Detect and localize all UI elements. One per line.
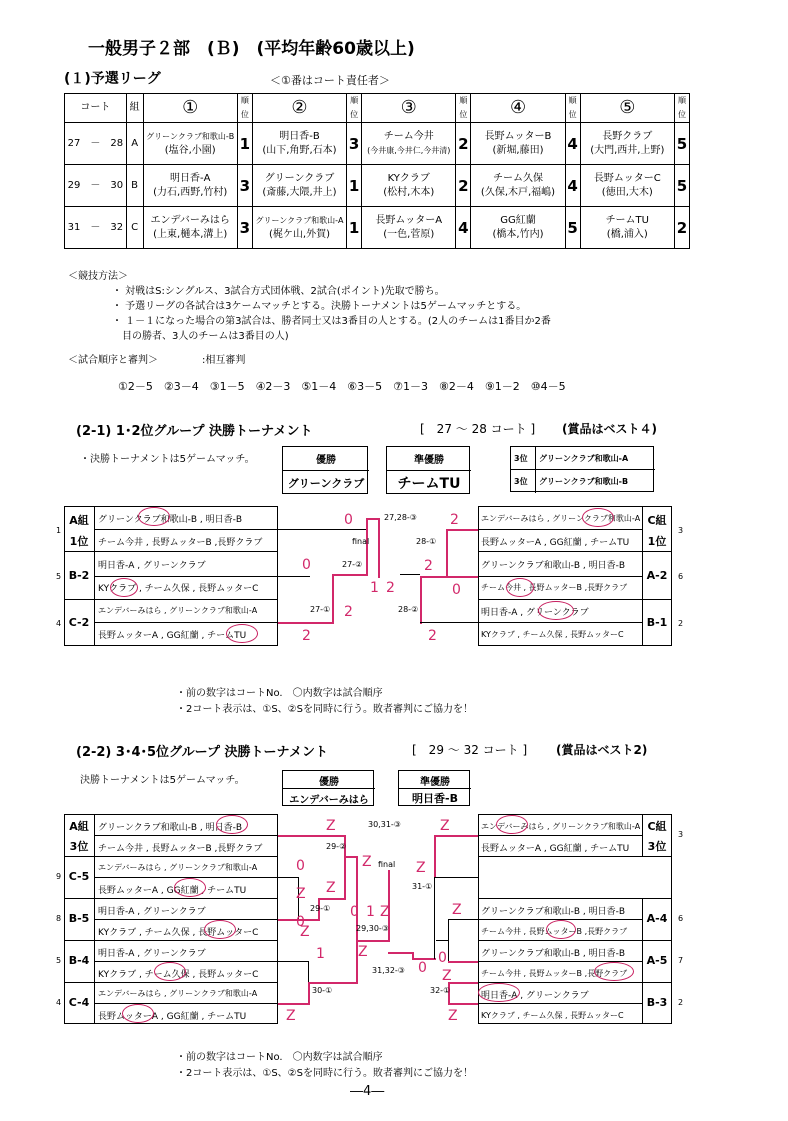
third-rank: 3位 bbox=[514, 454, 528, 463]
team-name: グリーンクラブ和歌山-B bbox=[146, 131, 235, 141]
runnerup-team: チームTU bbox=[397, 476, 461, 492]
entry-line: 長野ムッターA , GG紅蘭 , チームTU bbox=[481, 538, 630, 548]
page-number: ―4― bbox=[350, 1084, 385, 1099]
header-rank: 順位 bbox=[675, 94, 690, 123]
score: 0 bbox=[296, 914, 305, 930]
highlight-oval bbox=[506, 578, 534, 597]
entry-line: チーム今井 , 長野ムッターB ,長野クラブ bbox=[98, 844, 263, 854]
header-rank: 順位 bbox=[456, 94, 471, 123]
team-cell bbox=[143, 165, 237, 207]
match-label: 28-① bbox=[416, 537, 437, 546]
entry-number: 6 bbox=[678, 572, 684, 581]
seed-label: B-5 bbox=[68, 912, 90, 925]
score: 0 bbox=[438, 950, 447, 966]
score: 0 bbox=[302, 557, 311, 573]
seed-label: B-2 bbox=[68, 569, 90, 582]
team-name: エンデバーみはら bbox=[150, 214, 230, 226]
entry-line: 長野ムッターA , GG紅蘭 , チームTU bbox=[481, 844, 630, 854]
t2-note: 決勝トーナメントは5ゲームマッチ。 bbox=[80, 775, 245, 786]
team-cell bbox=[580, 165, 674, 207]
t1-runnerup-box bbox=[386, 446, 470, 494]
score: Z bbox=[358, 944, 368, 960]
entry-number: 3 bbox=[678, 526, 684, 535]
team-members: (塩谷,小園) bbox=[164, 144, 216, 156]
team-cell bbox=[362, 123, 456, 165]
seed-label: C-5 bbox=[68, 870, 90, 883]
entry-line: エンデバーみはら , グリーンクラブ和歌山-A bbox=[98, 989, 258, 998]
entry-line: グリーンクラブ和歌山-B , 明日香-B bbox=[481, 949, 626, 959]
score: 0 bbox=[344, 512, 353, 528]
team-members: (力石,西野,竹村) bbox=[153, 186, 228, 198]
match-label: 29-② bbox=[326, 842, 347, 851]
score: Z bbox=[416, 860, 426, 876]
highlight-oval bbox=[546, 920, 576, 939]
rank-cell: 4 bbox=[456, 207, 471, 249]
rank-cell: 3 bbox=[347, 123, 362, 165]
team-name: グリーンクラブ和歌山-A bbox=[255, 215, 344, 225]
team-members: (梶ケ山,外賀) bbox=[268, 228, 330, 240]
t1-court: [ 27 ～ 28 コート ] bbox=[420, 422, 536, 436]
rank-cell: 2 bbox=[456, 123, 471, 165]
league-table bbox=[64, 93, 690, 249]
score: 2 bbox=[344, 604, 353, 620]
entry-line: チーム今井 , 長野ムッターB ,長野クラブ bbox=[481, 583, 628, 592]
runnerup-label: 準優勝 bbox=[420, 777, 450, 788]
highlight-oval bbox=[110, 578, 138, 597]
entry-number: 3 bbox=[678, 830, 684, 839]
highlight-oval bbox=[138, 507, 170, 526]
rules-line: ・ １－１になった場合の第3試合は、勝者同士又は3番目の人とする。(2人のチームは1番目か2番 bbox=[112, 316, 551, 327]
header-rank: 順位 bbox=[237, 94, 252, 123]
highlight-oval bbox=[594, 962, 634, 981]
match-label: 27-② bbox=[342, 560, 363, 569]
rules-line: 目の勝者、3人のチームは3番目の人) bbox=[112, 331, 289, 342]
seed-label: A-5 bbox=[646, 954, 668, 967]
runnerup-team: 明日香-B bbox=[412, 792, 458, 805]
entry-line: エンデバーみはら , グリーンクラブ和歌山-A bbox=[481, 514, 641, 523]
champion-label: 優勝 bbox=[319, 777, 339, 788]
seed-label: C-2 bbox=[68, 616, 90, 629]
entry-number: 7 bbox=[678, 956, 684, 965]
match-label: 29-① bbox=[310, 904, 331, 913]
rules-heading: ＜競技方法＞ bbox=[68, 271, 128, 282]
entry-line: グリーンクラブ和歌山-B , 明日香-B bbox=[481, 907, 626, 917]
team-cell bbox=[252, 165, 346, 207]
t1-champion-box bbox=[282, 446, 368, 494]
entry-number: 4 bbox=[56, 619, 62, 628]
third-rank: 3位 bbox=[514, 477, 528, 486]
rank-cell: 5 bbox=[565, 207, 580, 249]
score: 1 bbox=[370, 580, 379, 596]
entry-number: 9 bbox=[56, 872, 62, 881]
team-members: (橋本,竹内) bbox=[492, 228, 544, 240]
entry-line: チーム今井 , 長野ムッターB ,長野クラブ bbox=[98, 538, 263, 548]
league-heading: (１)予選リーグ bbox=[64, 71, 161, 87]
t2-runnerup-box bbox=[398, 770, 470, 806]
third-team: グリーンクラブ和歌山-A bbox=[539, 454, 629, 463]
team-cell bbox=[252, 123, 346, 165]
champion-team: エンデバーみはら bbox=[289, 795, 369, 806]
match-label: 28-② bbox=[398, 605, 419, 614]
team-name: 長野ムッターC bbox=[593, 172, 661, 184]
t1-foot: ・前の数字はコートNo. 〇内数字は試合順序 bbox=[176, 688, 383, 699]
team-cell bbox=[471, 165, 565, 207]
team-cell bbox=[362, 207, 456, 249]
rank-cell: 1 bbox=[347, 207, 362, 249]
team-name: 長野ムッターB bbox=[484, 130, 552, 142]
seed-label: B-3 bbox=[646, 996, 668, 1009]
entry-line: グリーンクラブ和歌山-B , 明日香-B bbox=[98, 515, 243, 525]
table-row bbox=[65, 123, 690, 165]
t1-prize: (賞品はベスト４) bbox=[562, 422, 657, 436]
header-group: 組 bbox=[126, 94, 143, 123]
seed-label: C組 bbox=[647, 820, 667, 833]
entry-line: KYクラブ , チーム久保 , 長野ムッターC bbox=[98, 584, 259, 594]
entry-line: グリーンクラブ和歌山-B , 明日香-B bbox=[98, 823, 243, 833]
header-c2: ② bbox=[252, 94, 346, 123]
score: 0 bbox=[418, 960, 427, 976]
seed-label: 1位 bbox=[647, 535, 667, 548]
rank-cell: 2 bbox=[456, 165, 471, 207]
team-cell bbox=[471, 207, 565, 249]
highlight-oval bbox=[204, 920, 236, 939]
seed-label: C組 bbox=[647, 514, 667, 527]
seed-label: A-4 bbox=[646, 912, 668, 925]
team-name: 明日香-B bbox=[279, 130, 320, 142]
header-rank: 順位 bbox=[347, 94, 362, 123]
team-name: 長野ムッターA bbox=[375, 214, 443, 226]
match-label: 27,28-③ bbox=[384, 513, 417, 522]
rank-cell: 1 bbox=[347, 165, 362, 207]
t1-third-box bbox=[510, 446, 654, 492]
team-members: (斎藤,大隈,井上) bbox=[262, 186, 337, 198]
entry-line: KYクラブ , チーム久保 , 長野ムッターC bbox=[481, 1011, 624, 1020]
seed-label: B-4 bbox=[68, 954, 90, 967]
team-members: (橋,浦入) bbox=[606, 228, 648, 240]
header-c3: ③ bbox=[362, 94, 456, 123]
court-cell: 31 － 32 bbox=[65, 207, 127, 249]
rank-cell: 3 bbox=[237, 165, 252, 207]
rank-cell: 1 bbox=[237, 123, 252, 165]
header-court: コート bbox=[65, 94, 127, 123]
team-cell bbox=[143, 123, 237, 165]
entry-line: チーム今井 , 長野ムッターB ,長野クラブ bbox=[481, 969, 628, 978]
team-cell bbox=[580, 123, 674, 165]
match-label: 30-① bbox=[312, 986, 333, 995]
score: 1 bbox=[366, 904, 375, 920]
t2-champion-box bbox=[282, 770, 374, 806]
group-cell: A bbox=[126, 123, 143, 165]
seed-label: A組 bbox=[69, 514, 89, 527]
champion-label: 優勝 bbox=[316, 455, 336, 466]
score: 0 bbox=[296, 858, 305, 874]
team-name: KYクラブ bbox=[387, 172, 430, 184]
seed-label: 3位 bbox=[647, 840, 667, 853]
score: Z bbox=[380, 904, 390, 920]
header-c1: ① bbox=[143, 94, 237, 123]
entry-line: チーム今井 , 長野ムッターB ,長野クラブ bbox=[481, 927, 628, 936]
header-c5: ⑤ bbox=[580, 94, 674, 123]
score: Z bbox=[296, 886, 306, 902]
match-label: 29,30-③ bbox=[356, 924, 389, 933]
score: 2 bbox=[428, 628, 437, 644]
header-rank: 順位 bbox=[565, 94, 580, 123]
highlight-oval bbox=[478, 983, 520, 1002]
team-members: (一色,菅原) bbox=[383, 228, 435, 240]
page-title: 一般男子２部 (Ｂ) (平均年齢60歳以上) bbox=[88, 39, 415, 59]
team-cell bbox=[362, 165, 456, 207]
court-cell: 29 － 30 bbox=[65, 165, 127, 207]
team-name: チーム今井 bbox=[383, 130, 434, 142]
score: Z bbox=[286, 1008, 296, 1024]
highlight-oval bbox=[216, 815, 248, 834]
score: 2 bbox=[450, 512, 459, 528]
header-c4: ④ bbox=[471, 94, 565, 123]
entry-line: KYクラブ , チーム久保 , 長野ムッターC bbox=[481, 630, 624, 639]
team-name: 明日香-A bbox=[169, 172, 211, 184]
entry-line: エンデバーみはら , グリーンクラブ和歌山-A bbox=[98, 606, 258, 615]
score: 2 bbox=[302, 628, 311, 644]
t2-prize: (賞品はベスト2) bbox=[556, 743, 648, 757]
rank-cell: 5 bbox=[675, 165, 690, 207]
table-row bbox=[65, 207, 690, 249]
highlight-oval bbox=[496, 815, 528, 834]
entry-number: 4 bbox=[56, 998, 62, 1007]
entry-line: エンデバーみはら , グリーンクラブ和歌山-A bbox=[481, 822, 641, 831]
team-members: (新堀,藤田) bbox=[492, 144, 544, 156]
seed-label: 3位 bbox=[69, 840, 89, 853]
final-label: final bbox=[378, 860, 396, 869]
highlight-oval bbox=[538, 601, 574, 620]
team-members: (大門,西井,上野) bbox=[590, 144, 665, 156]
entry-number: 6 bbox=[678, 914, 684, 923]
team-members: (徳田,大木) bbox=[601, 186, 653, 198]
seed-label: A-2 bbox=[646, 569, 668, 582]
match-order: ①2－5 ②3－4 ③1－5 ④2－3 ⑤1－4 ⑥3－5 ⑦1－3 ⑧2－4 ⑨1－2 ⑩4－5 bbox=[118, 380, 566, 393]
t2-foot: ・前の数字はコートNo. 〇内数字は試合順序 bbox=[176, 1052, 383, 1063]
team-name: チーム久保 bbox=[493, 172, 543, 184]
group-cell: C bbox=[126, 207, 143, 249]
entry-line: エンデバーみはら , グリーンクラブ和歌山-A bbox=[98, 863, 258, 872]
rank-cell: 2 bbox=[675, 207, 690, 249]
champion-team: グリーンクラブ bbox=[287, 477, 365, 490]
match-label: 31,32-③ bbox=[372, 966, 405, 975]
t1-note: ・決勝トーナメントは5ゲームマッチ。 bbox=[80, 454, 255, 465]
group-cell: B bbox=[126, 165, 143, 207]
entry-line: 明日香-A , グリーンクラブ bbox=[98, 561, 206, 571]
team-name: 長野クラブ bbox=[602, 130, 653, 142]
score: Z bbox=[440, 818, 450, 834]
score: Z bbox=[300, 924, 310, 940]
score: 0 bbox=[452, 582, 461, 598]
table-row bbox=[65, 165, 690, 207]
team-cell bbox=[143, 207, 237, 249]
entry-number: 5 bbox=[56, 572, 62, 581]
highlight-oval bbox=[122, 1004, 154, 1023]
rules-line: ・ 対戦はS:シングルス、3試合方式団体戦、2試合(ポイント)先取で勝ち。 bbox=[112, 286, 445, 297]
highlight-oval bbox=[582, 508, 614, 527]
score: 0 bbox=[350, 904, 359, 920]
entry-line: 長野ムッターA , GG紅蘭 , チームTU bbox=[98, 886, 247, 896]
t1-heading: (2-1) 1･2位グループ 決勝トーナメント bbox=[76, 424, 313, 439]
entry-number: 5 bbox=[56, 956, 62, 965]
entry-line: 明日香-A , グリーンクラブ bbox=[98, 907, 206, 917]
score: Z bbox=[362, 854, 372, 870]
score: Z bbox=[448, 1008, 458, 1024]
league-note: ＜①番はコート責任者＞ bbox=[270, 74, 390, 87]
order-note: :相互審判 bbox=[202, 355, 246, 366]
match-label: 27-① bbox=[310, 605, 331, 614]
highlight-oval bbox=[154, 962, 186, 981]
court-cell: 27 － 28 bbox=[65, 123, 127, 165]
match-label: 32-① bbox=[430, 986, 451, 995]
rank-cell: 4 bbox=[565, 165, 580, 207]
team-cell bbox=[252, 207, 346, 249]
order-heading: ＜試合順序と審判＞ bbox=[68, 355, 158, 366]
team-cell bbox=[471, 123, 565, 165]
team-cell bbox=[580, 207, 674, 249]
score: 2 bbox=[424, 558, 433, 574]
t2-foot: ・2コート表示は、①S、②Sを同時に行う。敗者審判にご協力を！ bbox=[176, 1068, 473, 1079]
entry-line: グリーンクラブ和歌山-B , 明日香-B bbox=[481, 561, 626, 571]
seed-label: C-4 bbox=[68, 996, 90, 1009]
entry-line: 明日香-A , グリーンクラブ bbox=[481, 991, 589, 1001]
rank-cell: 5 bbox=[675, 123, 690, 165]
score: Z bbox=[326, 880, 336, 896]
team-name: GG紅蘭 bbox=[500, 214, 536, 226]
entry-line: 長野ムッターA , GG紅蘭 , チームTU bbox=[98, 1012, 247, 1022]
entry-line: 明日香-A , グリーンクラブ bbox=[98, 949, 206, 959]
score: 2 bbox=[386, 580, 395, 596]
match-label: 31-① bbox=[412, 882, 433, 891]
score: Z bbox=[442, 968, 452, 984]
team-name: グリーンクラブ bbox=[264, 172, 335, 184]
seed-label: B-1 bbox=[646, 616, 668, 629]
team-members: (今井康,今井仁,今井清) bbox=[367, 145, 451, 155]
third-team: グリーンクラブ和歌山-B bbox=[539, 477, 629, 486]
final-label: final bbox=[352, 537, 370, 546]
rules-line: ・ 予選リーグの各試合は3ケームマッチとする。決勝トーナメントは5ゲームマッチとする。 bbox=[112, 301, 527, 312]
score: 1 bbox=[316, 946, 325, 962]
team-name: チームTU bbox=[605, 214, 649, 226]
entry-line: KYクラブ , チーム久保 , 長野ムッターC bbox=[98, 928, 259, 938]
entry-line: 長野ムッターA , GG紅蘭 , チームTU bbox=[98, 631, 247, 641]
t2-heading: (2-2) 3･4･5位グループ 決勝トーナメント bbox=[76, 745, 328, 760]
entry-number: 1 bbox=[56, 526, 62, 535]
entry-number: 8 bbox=[56, 914, 62, 923]
entry-line: 明日香-A , グリーンクラブ bbox=[481, 608, 589, 618]
rank-cell: 3 bbox=[237, 207, 252, 249]
entry-number: 2 bbox=[678, 619, 684, 628]
score: Z bbox=[452, 902, 462, 918]
highlight-oval bbox=[174, 878, 206, 897]
match-label: 30,31-③ bbox=[368, 820, 401, 829]
entry-number: 2 bbox=[678, 998, 684, 1007]
t1-foot: ・2コート表示は、①S、②Sを同時に行う。敗者審判にご協力を！ bbox=[176, 704, 473, 715]
t2-court: [ 29 ～ 32 コート ] bbox=[412, 743, 528, 757]
team-members: (上東,樋本,溝上) bbox=[153, 228, 228, 240]
highlight-oval bbox=[226, 624, 258, 643]
runnerup-label: 準優勝 bbox=[414, 455, 444, 466]
seed-label: A組 bbox=[69, 820, 89, 833]
entry-line: KYクラブ , チーム久保 , 長野ムッターC bbox=[98, 970, 259, 980]
score: Z bbox=[326, 818, 336, 834]
team-members: (松村,木本) bbox=[383, 186, 435, 198]
rank-cell: 4 bbox=[565, 123, 580, 165]
seed-label: 1位 bbox=[69, 535, 89, 548]
team-members: (山下,角野,石本) bbox=[262, 144, 337, 156]
team-members: (久保,木戸,福嶋) bbox=[480, 186, 556, 198]
